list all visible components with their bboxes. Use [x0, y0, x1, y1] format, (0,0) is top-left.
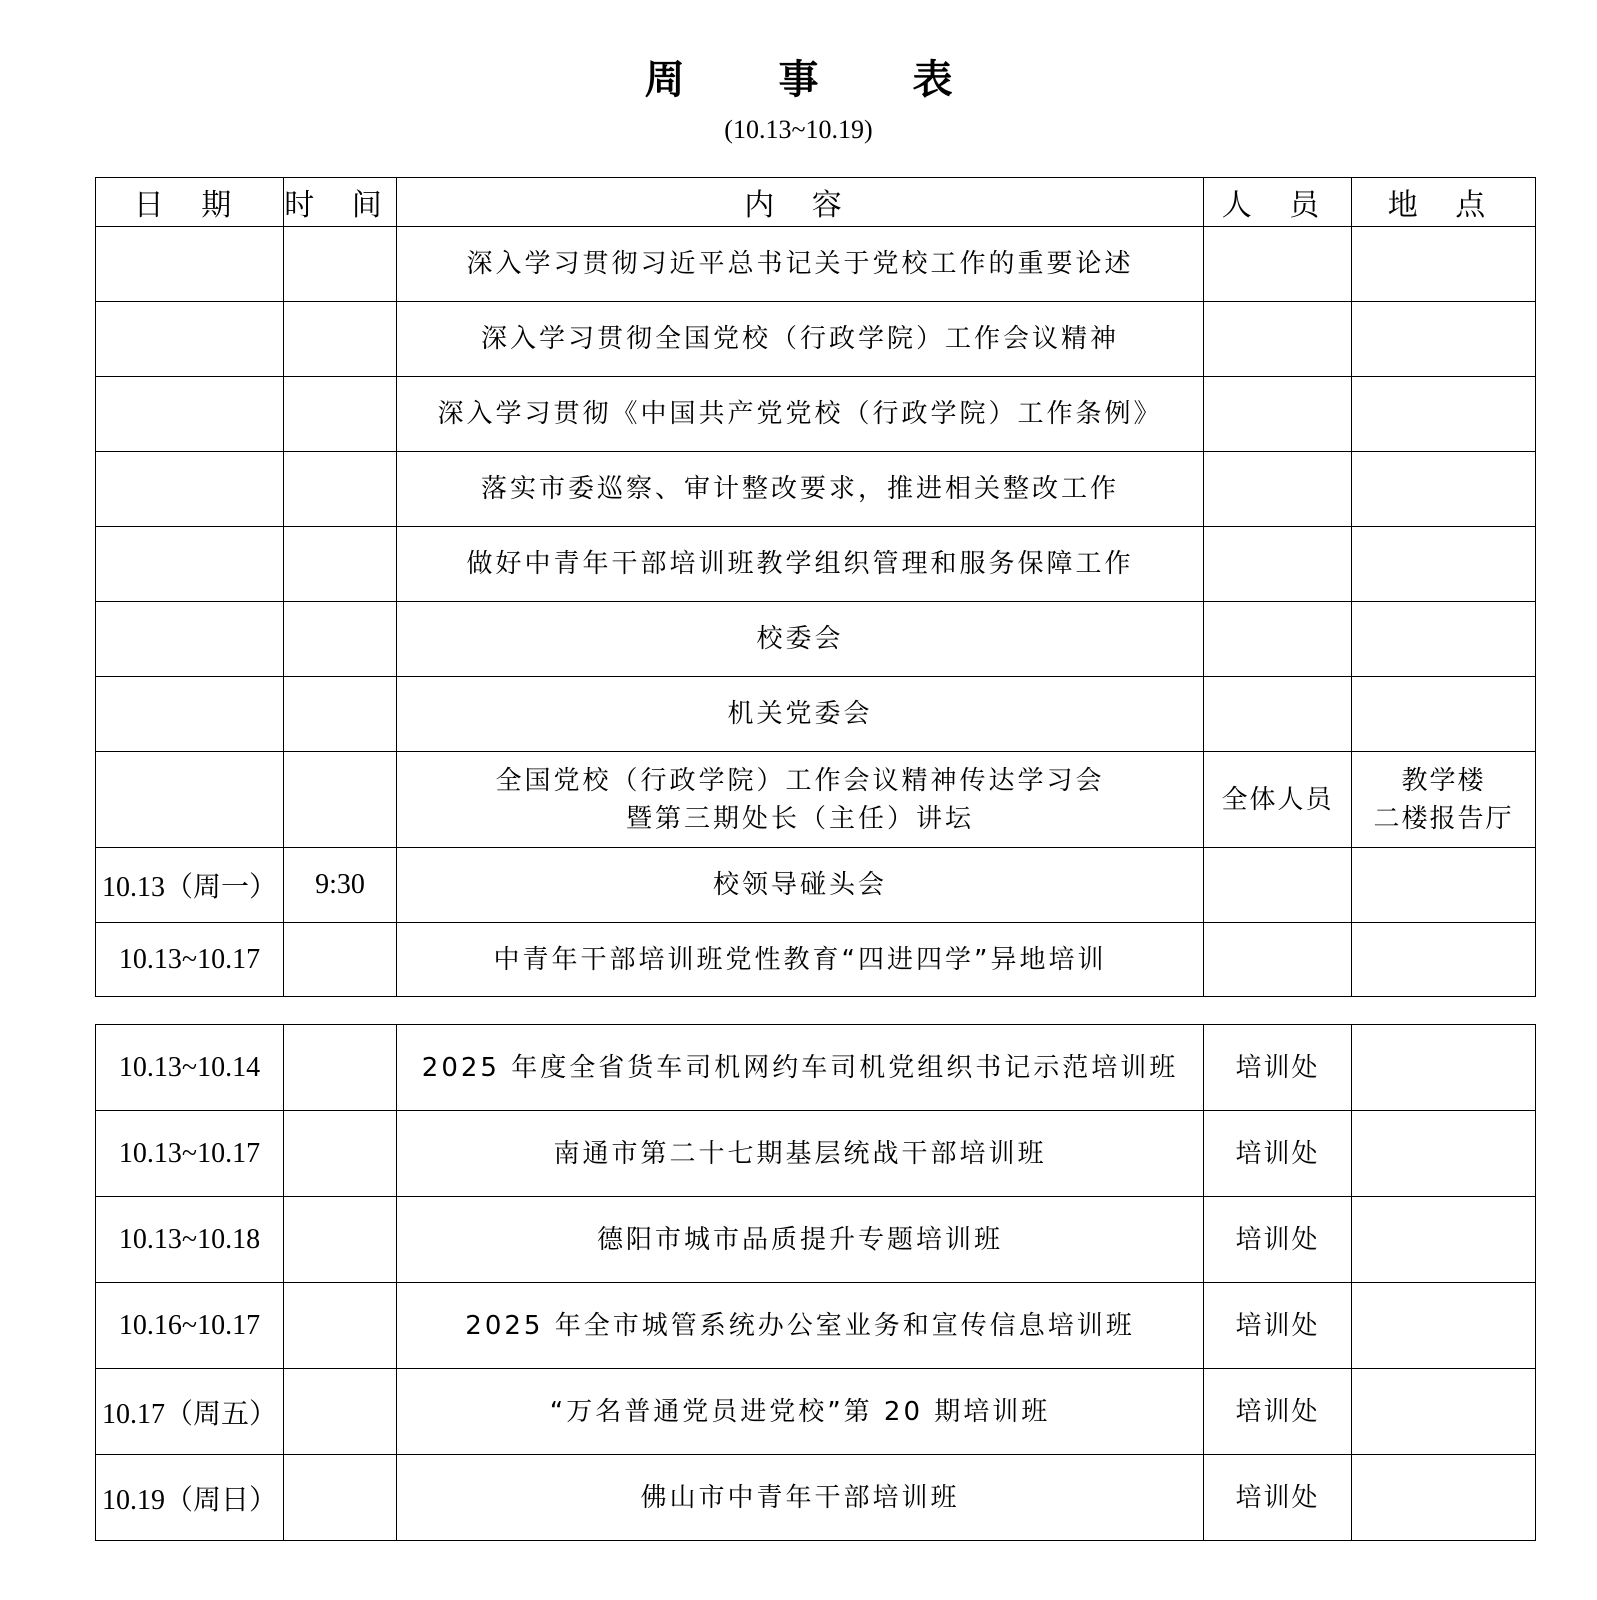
- cell-date: [96, 227, 284, 302]
- cell-time: [284, 527, 397, 602]
- cell-content: 深入学习贯彻《中国共产党党校（行政学院）工作条例》: [397, 377, 1204, 452]
- title-char-3: 表: [912, 57, 953, 103]
- cell-place: [1352, 602, 1536, 677]
- cell-date: 10.17（周五）: [96, 1369, 284, 1455]
- cell-content: 机关党委会: [397, 677, 1204, 752]
- cell-people: [1204, 452, 1352, 527]
- cell-date: 10.19（周日）: [96, 1455, 284, 1541]
- cell-time: [284, 602, 397, 677]
- cell-place: [1352, 677, 1536, 752]
- cell-content: 校委会: [397, 602, 1204, 677]
- cell-people: [1204, 302, 1352, 377]
- cell-place: [1352, 1025, 1536, 1111]
- cell-place: [1352, 302, 1536, 377]
- cell-people: 培训处: [1204, 1455, 1352, 1541]
- cell-content: 中青年干部培训班党性教育“四进四学”异地培训: [397, 923, 1204, 997]
- table-row: [96, 227, 1536, 302]
- cell-time: [284, 377, 397, 452]
- cell-date: 10.13~10.17: [96, 923, 284, 997]
- cell-time: [284, 1025, 397, 1111]
- cell-time: [284, 1111, 397, 1197]
- table-row: [96, 527, 1536, 602]
- cell-date: 10.13~10.14: [96, 1025, 284, 1111]
- cell-people: 培训处: [1204, 1197, 1352, 1283]
- cell-date: [96, 452, 284, 527]
- cell-people: [1204, 677, 1352, 752]
- table-row: [96, 302, 1536, 377]
- table-row: [96, 1197, 1536, 1283]
- cell-date: [96, 302, 284, 377]
- cell-people: 培训处: [1204, 1111, 1352, 1197]
- cell-content: 做好中青年干部培训班教学组织管理和服务保障工作: [397, 527, 1204, 602]
- place-line-1: 教学楼: [1401, 765, 1486, 796]
- cell-date: [96, 752, 284, 848]
- cell-place: [1352, 527, 1536, 602]
- cell-time: [284, 1455, 397, 1541]
- title-char-2: 事: [778, 57, 819, 103]
- cell-people: [1204, 848, 1352, 923]
- cell-place: [1352, 1197, 1536, 1283]
- cell-date: [96, 377, 284, 452]
- cell-content: “万名普通党员进党校”第 20 期培训班: [397, 1369, 1204, 1455]
- cell-time: [284, 923, 397, 997]
- cell-place: [1352, 452, 1536, 527]
- cell-people: [1204, 602, 1352, 677]
- cell-time: [284, 1369, 397, 1455]
- date-range-subtitle: (10.13~10.19): [724, 115, 873, 144]
- cell-time: [284, 452, 397, 527]
- cell-date: 10.13~10.18: [96, 1197, 284, 1283]
- cell-people: [1204, 377, 1352, 452]
- cell-time: [284, 1283, 397, 1369]
- table-row: [96, 377, 1536, 452]
- cell-people: 全体人员: [1204, 752, 1352, 848]
- place-line-2: 二楼报告厅: [1373, 803, 1514, 834]
- cell-content: 2025 年度全省货车司机网约车司机党组织书记示范培训班: [397, 1025, 1204, 1111]
- cell-place: [1352, 923, 1536, 997]
- cell-date: 10.16~10.17: [96, 1283, 284, 1369]
- cell-date: [96, 677, 284, 752]
- title-char-1: 周: [644, 57, 685, 103]
- column-header-content: 内 容: [397, 178, 1204, 227]
- cell-content: 深入学习贯彻全国党校（行政学院）工作会议精神: [397, 302, 1204, 377]
- weekly-schedule-table: [95, 177, 1536, 997]
- cell-place: [1352, 848, 1536, 923]
- cell-time: [284, 1197, 397, 1283]
- content-line-1: 全国党校（行政学院）工作会议精神传达学习会: [495, 765, 1105, 796]
- table-row: [96, 1025, 1536, 1111]
- column-header-time: 时 间: [284, 178, 397, 227]
- column-header-people: 人 员: [1204, 178, 1352, 227]
- table-row: [96, 752, 1536, 848]
- cell-place: [1352, 1283, 1536, 1369]
- cell-content: 南通市第二十七期基层统战干部培训班: [397, 1111, 1204, 1197]
- cell-people: 培训处: [1204, 1369, 1352, 1455]
- cell-place: [1352, 1369, 1536, 1455]
- column-header-date: 日 期: [96, 178, 284, 227]
- table-row: [96, 848, 1536, 923]
- column-header-place: 地 点: [1352, 178, 1536, 227]
- cell-content: 佛山市中青年干部培训班: [397, 1455, 1204, 1541]
- table-row: [96, 677, 1536, 752]
- cell-date: [96, 602, 284, 677]
- cell-content: 校领导碰头会: [397, 848, 1204, 923]
- page-title: [0, 52, 1597, 108]
- table-row: [96, 923, 1536, 997]
- cell-content: 2025 年全市城管系统办公室业务和宣传信息培训班: [397, 1283, 1204, 1369]
- table-row: [96, 1283, 1536, 1369]
- cell-time: [284, 302, 397, 377]
- cell-date: [96, 527, 284, 602]
- cell-place: [1352, 227, 1536, 302]
- cell-people: [1204, 227, 1352, 302]
- cell-content: 落实市委巡察、审计整改要求，推进相关整改工作: [397, 452, 1204, 527]
- cell-content: 深入学习贯彻习近平总书记关于党校工作的重要论述: [397, 227, 1204, 302]
- cell-place: [1352, 752, 1536, 848]
- cell-content: [397, 752, 1204, 848]
- cell-place: [1352, 377, 1536, 452]
- table-row: [96, 602, 1536, 677]
- cell-date: 10.13（周一）: [96, 848, 284, 923]
- training-schedule-table: [95, 1024, 1536, 1541]
- content-line-2: 暨第三期处长（主任）讲坛: [625, 803, 974, 834]
- cell-people: 培训处: [1204, 1025, 1352, 1111]
- cell-place: [1352, 1111, 1536, 1197]
- cell-date: 10.13~10.17: [96, 1111, 284, 1197]
- table-header-row: [96, 178, 1536, 227]
- cell-people: 培训处: [1204, 1283, 1352, 1369]
- cell-content: 德阳市城市品质提升专题培训班: [397, 1197, 1204, 1283]
- cell-time: [284, 227, 397, 302]
- table-row: [96, 1369, 1536, 1455]
- cell-time: 9:30: [284, 848, 397, 923]
- table-row: [96, 1111, 1536, 1197]
- table-row: [96, 452, 1536, 527]
- cell-people: [1204, 923, 1352, 997]
- cell-time: [284, 677, 397, 752]
- cell-people: [1204, 527, 1352, 602]
- cell-time: [284, 752, 397, 848]
- table-row: [96, 1455, 1536, 1541]
- cell-place: [1352, 1455, 1536, 1541]
